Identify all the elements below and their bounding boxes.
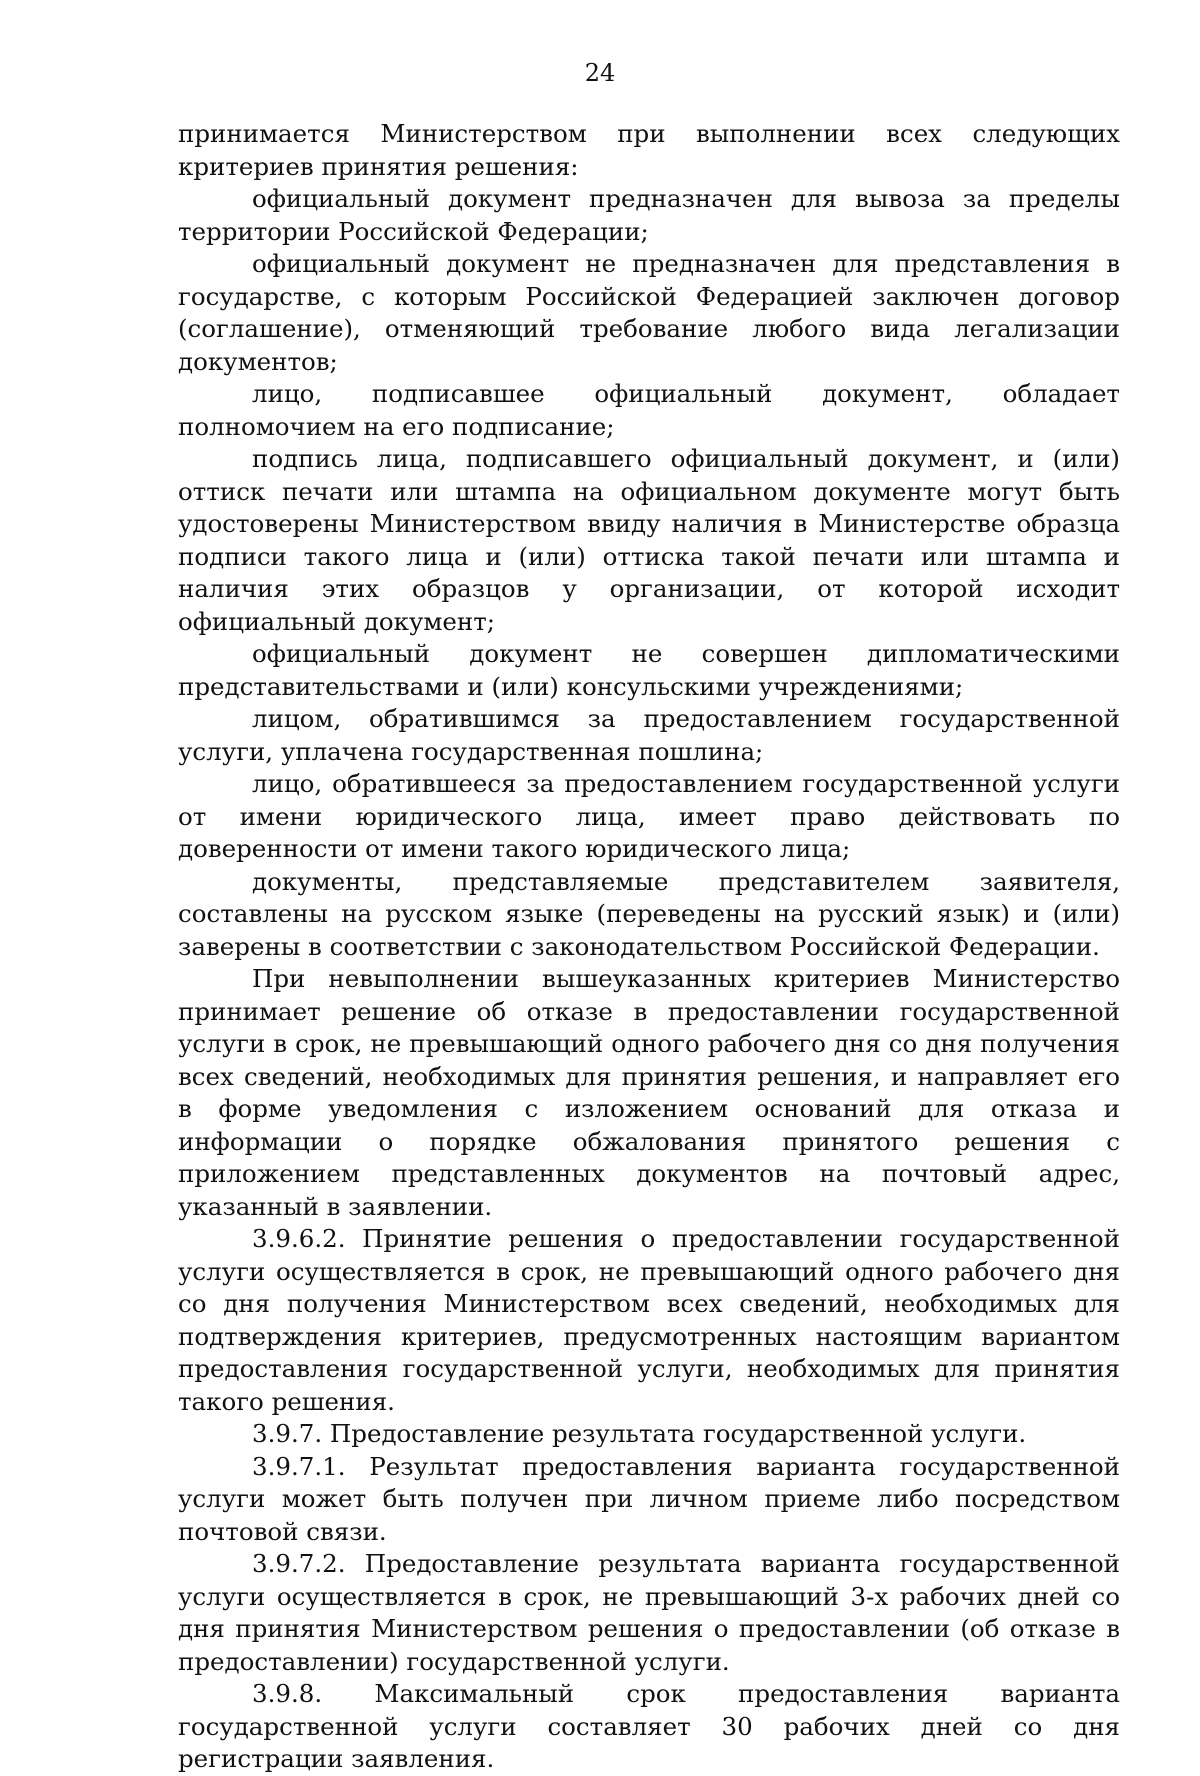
paragraph: официальный документ не совершен дипломатическими представительствами и (или) консульскими учреждениями; xyxy=(178,639,1120,701)
paragraph: лицо, подписавшее официальный документ, обладает полномочием на его подписание; xyxy=(178,379,1120,441)
paragraph: документы, представляемые представителем заявителя, составлены на русском языке (переведены на русский язык) и (или) заверены в соответствии с законодательством Российской Федерации. xyxy=(178,866,1120,961)
paragraph: При невыполнении вышеуказанных критериев Министерство принимает решение об отказе в предоставлении государственной услуги в срок, не превышающий одного рабочего дня со дня получения всех сведений, необходимых для принятия решения, и направляет его в форме уведомления с изложением оснований для отказа и информации о порядке обжалования принятого решения с приложением представленных документов на почтовый адрес, указанный в заявлении. xyxy=(178,964,1120,1221)
document-body xyxy=(178,118,1120,1776)
paragraph: официальный документ не предназначен для представления в государстве, с которым Российской Федерацией заключен договор (соглашение), отменяющий требование любого вида легализации документов; xyxy=(178,249,1120,376)
paragraph-continuation: принимается Министерством при выполнении всех следующих критериев принятия решения: xyxy=(178,119,1120,181)
paragraph: 3.9.8. Максимальный срок предоставления варианта государственной услуги составляет 30 рабочих дней со дня регистрации заявления. xyxy=(178,1679,1120,1773)
paragraph: лицо, обратившееся за предоставлением государственной услуги от имени юридического лица, имеет право действовать по доверенности от имени такого юридического лица; xyxy=(178,769,1120,863)
paragraph: лицом, обратившимся за предоставлением государственной услуги, уплачена государственная пошлина; xyxy=(178,704,1120,766)
page-number: 24 xyxy=(584,59,616,87)
paragraph: 3.9.7.2. Предоставление результата варианта государственной услуги осуществляется в срок, не превышающий 3-х рабочих дней со дня принятия Министерством решения о предоставлении (об отказе в предоставлении) государственной услуги. xyxy=(178,1549,1120,1676)
paragraph: официальный документ предназначен для вывоза за пределы территории Российской Федерации; xyxy=(178,184,1120,246)
paragraph: 3.9.6.2. Принятие решения о предоставлении государственной услуги осуществляется в срок, не превышающий одного рабочего дня со дня получения Министерством всех сведений, необходимых для подтверждения критериев, предусмотренных настоящим вариантом предоставления государственной услуги, необходимых для принятия такого решения. xyxy=(178,1224,1120,1416)
paragraph: 3.9.7.1. Результат предоставления варианта государственной услуги может быть получен при личном приеме либо посредством почтовой связи. xyxy=(178,1451,1120,1546)
paragraph: подпись лица, подписавшего официальный документ, и (или) оттиск печати или штампа на официальном документе могут быть удостоверены Министерством ввиду наличия в Министерстве образца подписи такого лица и (или) оттиска такой печати или штампа и наличия этих образцов у организации, от которой исходит официальный документ; xyxy=(178,444,1120,636)
paragraph: 3.9.7. Предоставление результата государственной услуги. xyxy=(252,1419,1027,1448)
